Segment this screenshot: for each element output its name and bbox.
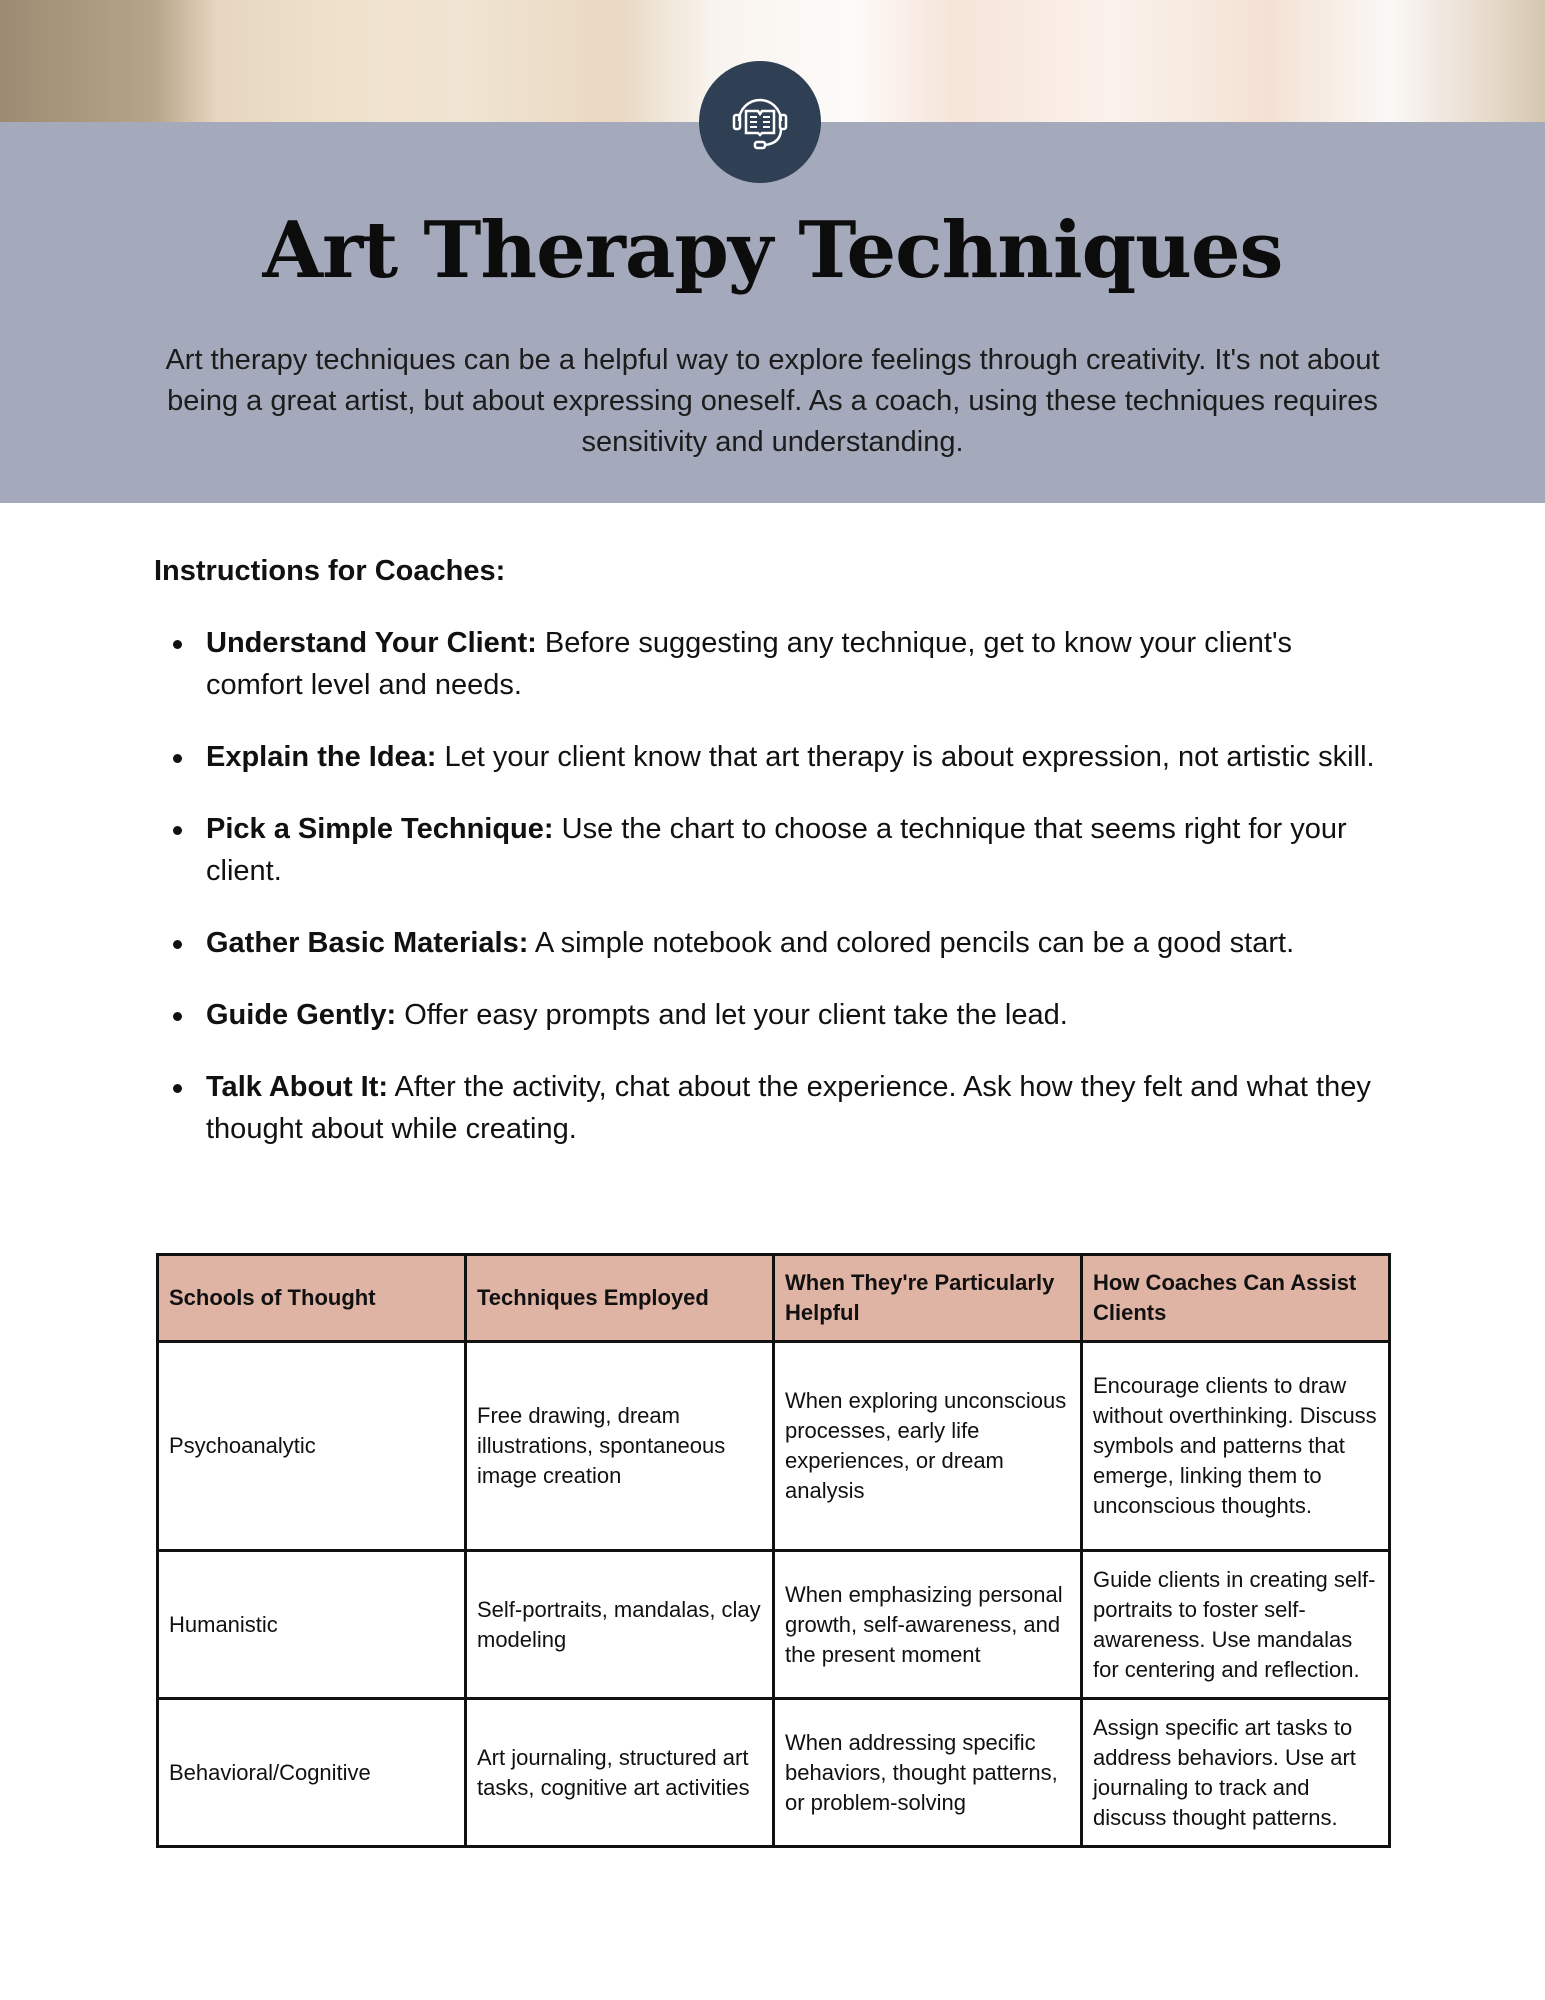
table-row bbox=[158, 1699, 1390, 1847]
list-item: Pick a Simple Technique: Use the chart to choose a technique that seems right for your client. bbox=[206, 808, 1396, 892]
instructions-list bbox=[206, 622, 1396, 1180]
techniques-table bbox=[156, 1253, 1391, 1848]
table-cell: When addressing specific behaviors, thought patterns, or problem-solving bbox=[774, 1699, 1082, 1847]
instructions-heading: Instructions for Coaches: bbox=[154, 555, 506, 587]
table-cell: When exploring unconscious processes, early life experiences, or dream analysis bbox=[774, 1342, 1082, 1551]
table-cell: Encourage clients to draw without overthinking. Discuss symbols and patterns that emerge, linking them to unconscious thoughts. bbox=[1082, 1342, 1390, 1551]
column-header: How Coaches Can Assist Clients bbox=[1082, 1255, 1390, 1342]
table-cell: Psychoanalytic bbox=[158, 1342, 466, 1551]
table-cell: Free drawing, dream illustrations, spontaneous image creation bbox=[466, 1342, 774, 1551]
page-title: Art Therapy Techniques bbox=[262, 205, 1283, 296]
table-row bbox=[158, 1342, 1390, 1551]
intro-paragraph: Art therapy techniques can be a helpful way to explore feelings through creativity. It's not about being a great artist, but about expressing oneself. As a coach, using these techniques requires sensitivity and understanding. bbox=[165, 344, 1380, 458]
table-cell: Behavioral/Cognitive bbox=[158, 1699, 466, 1847]
list-item: Understand Your Client: Before suggesting any technique, get to know your client's comfort level and needs. bbox=[206, 622, 1396, 706]
logo-badge bbox=[699, 61, 821, 183]
table-cell: Art journaling, structured art tasks, cognitive art activities bbox=[466, 1699, 774, 1847]
table-cell: Guide clients in creating self-portraits to foster self-awareness. Use mandalas for centering and reflection. bbox=[1082, 1551, 1390, 1699]
column-header: When They're Particularly Helpful bbox=[774, 1255, 1082, 1342]
table-cell: When emphasizing personal growth, self-awareness, and the present moment bbox=[774, 1551, 1082, 1699]
headset-book-icon bbox=[725, 87, 795, 157]
table-header-row bbox=[158, 1255, 1390, 1342]
column-header: Schools of Thought bbox=[158, 1255, 466, 1342]
table-row bbox=[158, 1551, 1390, 1699]
table-cell: Assign specific art tasks to address behaviors. Use art journaling to track and discuss thought patterns. bbox=[1082, 1699, 1390, 1847]
list-item: Talk About It: After the activity, chat about the experience. Ask how they felt and what they thought about while creating. bbox=[206, 1066, 1396, 1150]
table-cell: Self-portraits, mandalas, clay modeling bbox=[466, 1551, 774, 1699]
column-header: Techniques Employed bbox=[466, 1255, 774, 1342]
list-item: Guide Gently: Offer easy prompts and let your client take the lead. bbox=[206, 994, 1396, 1036]
table-cell: Humanistic bbox=[158, 1551, 466, 1699]
list-item: Explain the Idea: Let your client know that art therapy is about expression, not artistic skill. bbox=[206, 736, 1396, 778]
list-item: Gather Basic Materials: A simple notebook and colored pencils can be a good start. bbox=[206, 922, 1396, 964]
